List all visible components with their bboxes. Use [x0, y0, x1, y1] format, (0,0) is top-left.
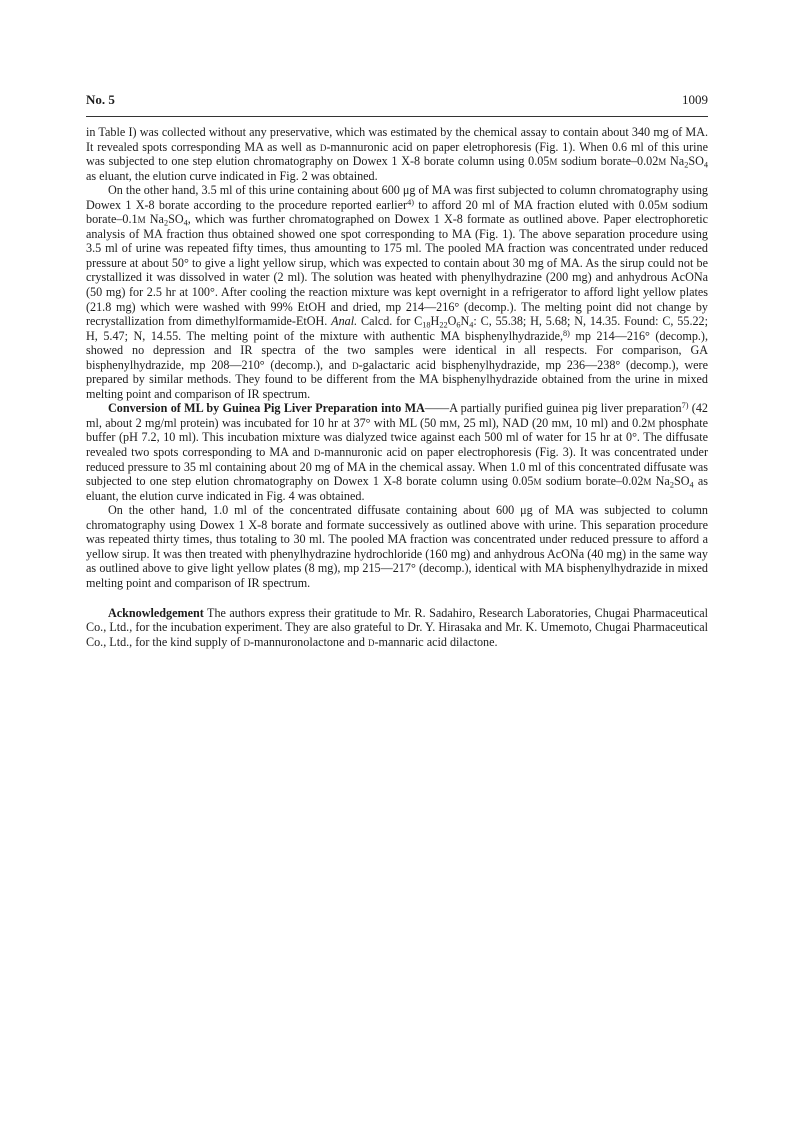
formula-subscript: 2: [669, 480, 674, 490]
header-rule: [86, 116, 708, 117]
reference-superscript: 4): [407, 197, 414, 207]
reference-superscript: 8): [563, 328, 570, 338]
run-in-heading: Conversion of ML by Guinea Pig Liver Preparation into MA: [108, 401, 425, 416]
body-paragraph: [86, 401, 708, 503]
small-caps-text: d: [313, 445, 321, 460]
small-caps-text: d: [367, 634, 375, 649]
small-caps-text: m: [643, 474, 652, 489]
body-paragraph: [86, 125, 708, 183]
text-run: (42 ml, about 2 mg/ml protein) was incubated for 10 hr at 37° with ML (50 m: [86, 401, 708, 430]
text-run: -mannuronic acid on paper eletrophoresis (Fig. 1). When 0.6 ml of this urine was subjected to one step elution chromatography on Dowex 1 X-8 borate column using 0.05: [86, 139, 708, 169]
text-run: -mannuronic acid on paper electrophoresis (Fig. 3). It was concentrated under reduced pressure to 35 ml containing about 20 mg of MA in the chemical assay. When 1.0 ml of this concentrated diffusate was subjected to one step elution chromatography on Dowex 1 X-8 borate column using 0.05: [86, 445, 708, 489]
text-run: ——A partially purified guinea pig liver preparation: [424, 401, 682, 416]
text-run: as eluant, the elution curve indicated in Fig. 4 was obtained.: [86, 474, 708, 503]
text-run: sodium borate–0.02: [541, 474, 644, 489]
text-run: Calcd. for C: [357, 314, 423, 329]
formula-subscript: 4: [689, 480, 694, 490]
formula-subscript: 22: [439, 320, 448, 330]
text-run: in Table I) was collected without any preservative, which was estimated by the chemical assay to contain about 340 mg of MA. It revealed spots corresponding MA as well as: [86, 125, 708, 154]
text-run: , which was further chromatographed on Dowex 1 X-8 formate as outlined above. Paper electrophoretic analysis of MA fraction thus obtained showed one spot corresponding to MA (Fig. 1). The above separation procedure using 3.5 ml of urine was repeated fifty times, thus amounting to 175 ml. The pooled MA fraction was concentrated under reduced pressure at about 50° to give a light yellow sirup, which was expected to contain about 30 mg of MA. As the sirup could not be crystallized it was dissolved in water (2 ml). The solution was heated with phenylhydrazine (200 mg) and anhydrous AcONa (50 mg) for 2.5 hr at 100°. After cooling the reaction mixture was kept overnight in a refrigerator to afford light yellow plates (21.8 mg) which were washed with 99% EtOH and dried, mp 214—216° (decomp.). The melting point did not change by recrystallization from dimethylformamide-EtOH.: [86, 212, 708, 329]
text-run: -galactaric acid bisphenylhydrazide, mp 236—238° (decomp.), were prepared by similar methods. They found to be different from the MA bisphenylhydrazide obtained from the urine in mixed melting point and comparison of IR spectrum.: [86, 357, 708, 401]
text-run: , 10 ml) and 0.2: [569, 415, 648, 430]
small-caps-text: d: [352, 357, 359, 372]
page-number: 1009: [682, 92, 708, 107]
run-in-heading: Acknowledgement: [108, 605, 204, 620]
text-run: Na: [666, 154, 685, 169]
italic-text: Anal.: [331, 314, 358, 329]
text-run: O: [447, 314, 457, 329]
small-caps-text: m: [137, 212, 146, 227]
small-caps-text: m: [658, 154, 667, 169]
formula-subscript: 2: [163, 218, 169, 228]
small-caps-text: d: [243, 634, 250, 649]
text-run: Na: [651, 474, 670, 489]
acknowledgement-paragraph: [86, 606, 708, 650]
formula-subscript: 6: [456, 320, 461, 330]
formula-subscript: 4: [183, 218, 188, 228]
small-caps-text: m: [647, 415, 656, 430]
text-run: mp 214—216° (decomp.), showed no depression and IR spectra of the two samples were identical in all respects. For comparison, GA bisphenylhydrazide, mp 208—210° (decomp.), and: [86, 328, 709, 372]
formula-subscript: 18: [422, 320, 431, 330]
body-paragraph: [86, 183, 708, 401]
small-caps-text: d: [319, 139, 327, 154]
body-paragraph: [86, 503, 708, 590]
running-header: [86, 92, 708, 114]
text-run: N: [460, 314, 470, 329]
text-run: On the other hand, 3.5 ml of this urine containing about 600 μg of MA was first subjected to column chromatography using Dowex 1 X-8 borate according to the procedure reported earlier: [86, 183, 708, 212]
formula-subscript: 4: [469, 320, 474, 330]
text-run: to afford 20 ml of MA fraction eluted with 0.05: [413, 197, 660, 212]
text-run: -mannaric acid dilactone.: [374, 634, 498, 649]
small-caps-text: m: [561, 415, 570, 430]
small-caps-text: m: [449, 415, 458, 430]
formula-subscript: 4: [703, 160, 708, 170]
text-run: sodium borate–0.02: [557, 154, 659, 169]
text-run: SO: [168, 212, 184, 227]
small-caps-text: m: [549, 154, 558, 169]
text-run: On the other hand, 1.0 ml of the concentrated diffusate containing about 600 μg of MA was subjected to column chromatography using Dowex 1 X-8 borate and formate successively as outlined above with urine. This separation procedure was repeated thirty times, thus totaling to 30 ml. The pooled MA fraction was concentrated under reduced pressure to afford a yellow sirup. It was then treated with phenylhydrazine hydrochloride (160 mg) and anhydrous AcONa (40 mg) in the same way as outlined above to give light yellow plates (8 mg), mp 215—217° (decomp.), identical with MA bisphenylhydrazide in mixed melting point and comparison of IR spectrum.: [86, 503, 708, 590]
text-run: as eluant, the elution curve indicated in Fig. 2 was obtained.: [86, 168, 378, 183]
body-text: [86, 125, 708, 649]
text-run: -mannuronolactone and: [249, 634, 368, 649]
text-run: The authors express their gratitude to Mr. R. Sadahiro, Research Laboratories, Chugai Pharmaceutical Co., Ltd., for the incubation experiment. They are also grateful to Dr. Y. Hirasaka and Mr. K. Umemoto, Chugai Pharmaceutical Co., Ltd., for the kind supply of: [86, 605, 708, 649]
journal-issue-number: No. 5: [86, 92, 115, 107]
text-run: : C, 55.38; H, 5.68; N, 14.35. Found: C, 55.22; H, 5.47; N, 14.55. The melting point of the mixture with authentic MA bisphenylhydrazide,: [86, 314, 708, 343]
reference-superscript: 7): [681, 401, 689, 411]
formula-subscript: 2: [684, 160, 689, 170]
text-run: Na: [145, 212, 164, 227]
text-run: SO: [688, 154, 704, 169]
text-run: H: [430, 314, 440, 329]
text-run: SO: [673, 474, 690, 489]
small-caps-text: m: [659, 197, 668, 212]
text-run: phosphate buffer (pH 7.2, 10 ml). This incubation mixture was dialyzed twice against each 500 ml of water for 15 hr at 0°. The diffusate revealed two spots corresponding to MA and: [86, 415, 708, 460]
text-run: , 25 ml), NAD (20 m: [457, 415, 562, 430]
text-run: sodium borate–0.1: [86, 197, 708, 227]
small-caps-text: m: [533, 474, 542, 489]
